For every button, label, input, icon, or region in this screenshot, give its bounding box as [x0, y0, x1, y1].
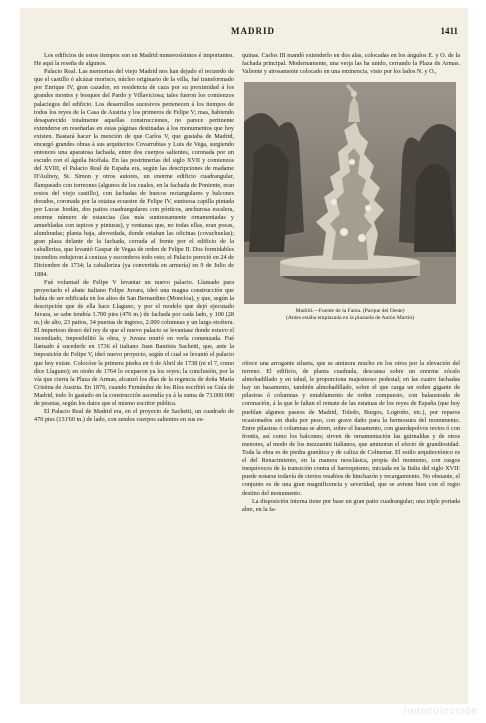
paragraph: El Palacio Real de Madrid era, en el proyecto de Sachetti, un cuadrado de 470 pies (131'60 m.) de lado, con sendos cuerpos salientes en sus es-: [34, 408, 234, 424]
caption-line: (Antes estaba emplazada en la plazuela de Antón Martín): [286, 315, 414, 321]
paragraph: Fué voluntad de Felipe V levantar un nuevo palacio. Llamado para proyectarlo el abate italiano Felipe Juvara, ideó una magna construcción que había de ser edificada en los altos de San Bernardino (Moncloa), y que, según la descripción que de ella hace Llaguno, y por el modelo que dejó ejecutado Juvara, se sabe tendría 1.700 pies (476 m.) de fachada por cada lado, y 100 (28 m.) de alto, 23 patios, 34 puertas de ingreso, 2.000 columnas y un largo etcétera. El imperioso deseo del rey de que el nuevo palacio se levantase donde estuvo el incendiado, imposibilitó la obra, y Juvara murió en verla comenzada. Fué llamado á sucederle en 1736 el italiano Juan Bautista Sachetti, que, ante la imposición de Felipe V, ideó nuevo proyecto, según el cual se levantó el palacio que hoy existe. Colocóse la primera piedra en 6 de Abril de 1738 (ni el 7, como dice Llaguno); en otoño de 1764 lo ocuparon ya los reyes; la conclusión, por la vía que cierra la Plaza de Armas, alcanzó los días de la regencia de doña María Cristina de Austria. En 1876, cuando Fernández de los Ríos escribió su Guía de Madrid, todo lo gastado en la construcción ascendía ya á la suma de 73.000.000 de pesetas, según los datos que el mismo escritor publica.: [34, 278, 234, 408]
running-title: MADRID: [231, 26, 275, 36]
right-column-top: [242, 52, 460, 78]
figure-caption: [244, 308, 456, 322]
paragraph: Palacio Real. Las memorias del viejo Madrid nos han dejado el recuerdo de que el castillo ó alcázar morisco, núcleo originario de la villa, fué transformado por Enrique IV, gran cazador, en residencia de caza por su proximidad á los grandes montes y bosques del Pardo y Villaviciosa; tales fueron los comienzos palaciegos del edificio. Los desarrollos sucesivos pertenecen á los tiempos de todos los reyes de la Casa de Austria y los primeros de Felipe V; mas, habiendo desaparecido totalmente aquellas construcciones, no parece pertinente extenderse en reseñarlas en estas páginas destinadas á los monumentos que hoy existen. Bastará hacer la mención de que Carlos V, que gustaba de Madrid, encargó grandes obras á sus arquitectos Covarrubias y Luis de Vega, surgiendo entonces una aparatosa fachada, entre dos cuerpos salientes, coronada por un escudo con el águila bicéfala. En las postrimerías del siglo XVII y comienzos del XVIII, el Palacio Real de España era, según las descripciones de madame D'Aulnoy, St. Simon y otros autores, un enorme edificio cuadrangular, flanqueado con torreones (algunos de los cuales, en la fachada de Poniente, eran restos del viejo castillo), con fachadas de huecos rectangulares y balcones dorados, coronada por la estatua ecuestre de Felipe IV, suntuosa capilla pintada por Lucas Jordán, dos patios cuadrangulares con pórticos, anchurosa escalera, enorme número de estancias (las más suntuosamente ornamentadas y amuebladas con tapices y pinturas), y ventanas que, no todas ellas, eran pocas, alumbradas; planta baja, abovedada, donde estaban las oficinas (covachuelas); gran plaza delante de la fachada, cerrada al frente por el edificio de la caballeriza, que levantó Gaspar de Vegas de orden de Felipe II. Dos formidables incendios redujeron á cenizas y escombros todo esto; el Palacio pereció en 24 de Diciembre de 1734; la caballeriza (ya convertida en armería) en 9 de Julio de 1884.: [34, 68, 234, 278]
paragraph: La disposición interna tiene por base un gran patio cuadrangular; una triple portada abre, en la fa-: [242, 497, 460, 513]
page-number: 1411: [440, 26, 458, 36]
fountain-photograph: [244, 82, 456, 304]
paragraph: ofrece una arrogante silueta, que se aminora mucho en los otros por la elevación del terreno. El edificio, de planta cuadrada, descansa sobre un enorme zócalo almohadillado y en talud, le proporciona majestuoso pedestal; en las cuatro fachadas hay un basamento, también almohadillado, sobre el que carga un orden gigante de pilastras ó columnas y entablamento de orden compuesto, con balaustrada de coronación, á la que le faltan el remate de las estatuas de los reyes de España (que hoy pueblan algunos paseos de Madrid, Toledo, Burgos, Logroño, etc.), por reparos ocasionados sin duda por peso, con grave daño para la hermosura del monumento. Entre pilastras ó columnas se abren, sobre el basamento, con guardapolvos rectos ó con frontis, así como los balcones; sirven de ornamentación las guirnaldas y de otros menores, al modo de los mezzanini italianos, que aminoran el efecto de grandiosidad. Toda la obra es de piedra granítica y de caliza de Colmenar. El estilo arquitectónico es el del Renacimiento, en la manera neoclásica, propia del momento, con rasgos inequívocos de la transición contra el barroquismo, iniciada en la Italia del siglo XVII: puede notarse todavía de ciertos resabios de hinchazón y recargamiento. No obstante, el conjunto es de una gran magnificencia y severidad, que se aviene bien con el regio destino del monumento.: [242, 360, 460, 497]
right-column-bottom: [242, 360, 460, 690]
page-header: [40, 26, 466, 38]
paragraph: quinas. Carlos III mandó extenderlo en dos alas, colocadas en los ángulos E. y O. de la fachada principal. Modernamente, una verja las ha unido, cerrando la Plaza de Armas. Valiente y airosamente colocado en una eminencia, visto por los lados N. y O.,: [242, 52, 460, 76]
watermark: todocoleccion: [403, 706, 478, 717]
left-column: [34, 52, 234, 692]
caption-line: Madrid.—Fuente de la Fama. (Parque del Oeste): [295, 308, 405, 314]
paragraph: Los edificios de estos tiempos son en Madrid numerosísimos é importantes. He aquí la reseña de algunos.: [34, 52, 234, 68]
fountain-illustration: [244, 82, 456, 304]
